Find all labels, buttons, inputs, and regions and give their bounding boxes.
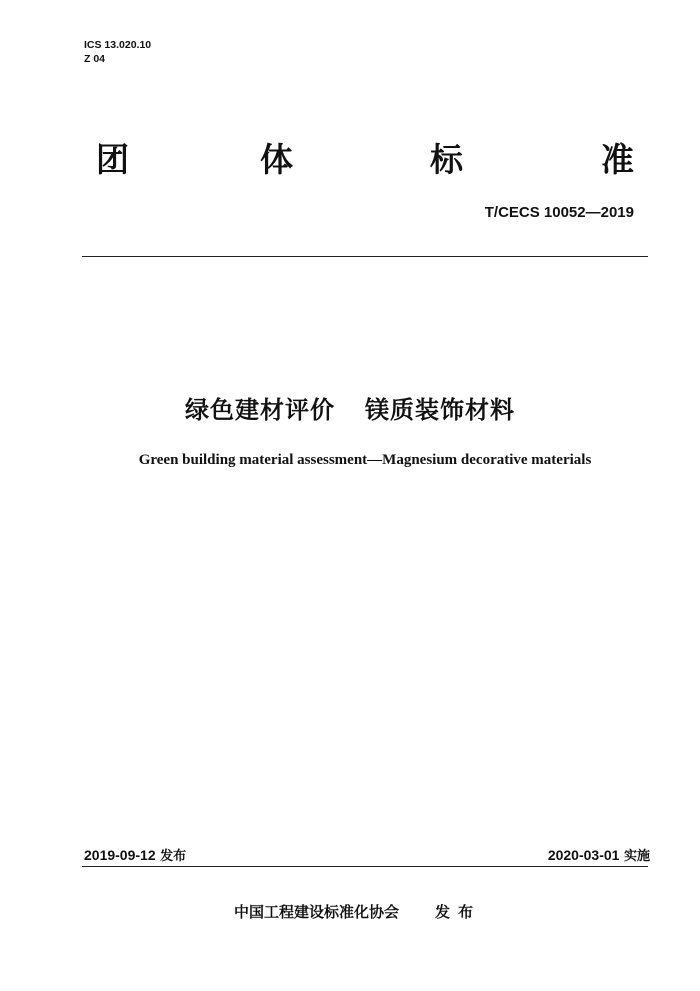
top-divider xyxy=(82,256,648,257)
title-chinese xyxy=(0,390,700,425)
standard-number: T/CECS 10052—2019 xyxy=(484,204,634,221)
standard-type-char: 团 xyxy=(96,140,129,179)
implementation-label: 实施 xyxy=(623,849,650,864)
standard-type-char: 体 xyxy=(260,140,293,179)
ics-code: ICS 13.020.10 xyxy=(84,39,152,51)
title-chinese-part1: 绿色建材评价 xyxy=(185,396,335,424)
ccs-code: Z 04 xyxy=(84,53,106,65)
implementation-date: 2020-03-01 xyxy=(547,847,620,863)
publisher-line xyxy=(234,901,481,922)
classification-codes xyxy=(84,38,151,66)
bottom-divider xyxy=(82,866,648,867)
publisher-name: 中国工程建设标准化协会 xyxy=(234,903,400,921)
issue-date-line xyxy=(84,845,186,864)
standard-type-heading xyxy=(96,138,638,182)
issue-date: 2019-09-12 xyxy=(84,847,156,863)
issue-label: 发布 xyxy=(160,849,187,864)
title-chinese-part2: 镁质装饰材料 xyxy=(365,396,515,424)
publisher-action: 发布 xyxy=(435,903,482,921)
standard-type-char: 准 xyxy=(601,140,634,179)
standard-type-char: 标 xyxy=(430,140,463,179)
title-english: Green building material assessment—Magnesium decorative materials xyxy=(138,452,592,468)
implementation-date-line xyxy=(548,845,650,864)
